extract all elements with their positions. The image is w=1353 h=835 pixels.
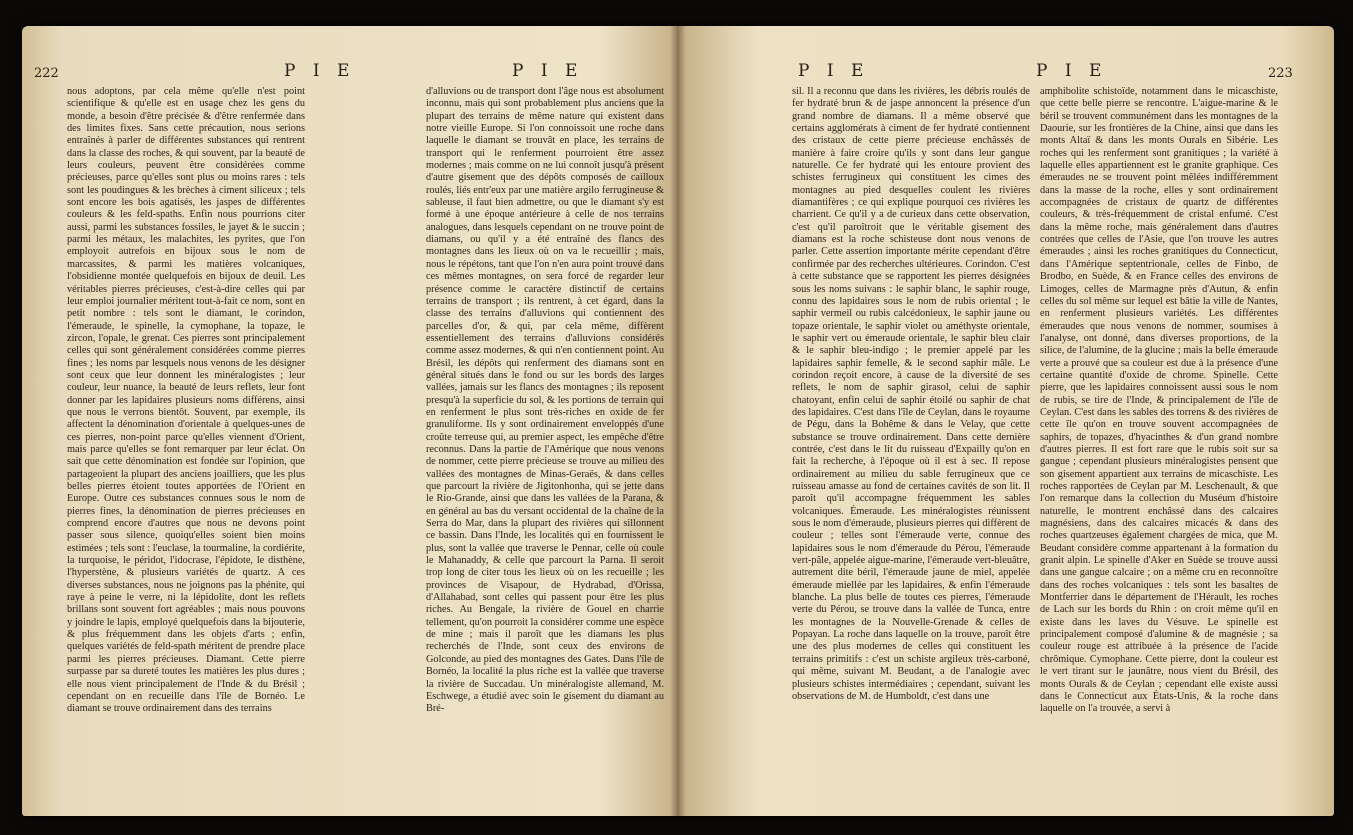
text-column-1: sil. Il a reconnu que dans les rivières, les débris roulés de fer hydraté brun & de jaspe annoncent la présence d'un grand nombre de diamans. Il a même observé que certains agglomérats à ciment de fer hydraté contiennent des cristaux de cette pierre précieuse enchâssés de manière à faire croire qu'ils y sont dans leur gangue naturelle. Ce fer hydraté qui les entoure provient des schistes ferrugineux qui constituent les cimes des montagnes au pied desquelles coulent les rivières diamantifères ; ce qui explique pourquoi ces rivières les charrient. Ce qu'il y a de curieux dans cette observation, c'est qu'il paroîtroit que le véritable gisement des diamans est la roche schisteuse dont nous venons de parler. Cette assertion importante mérite cependant d'être confirmée par des recherches ultérieures. Corindon. C'est à cette substance que se rapportent les pierres désignées sous les noms suivans : le saphir blanc, le saphir rouge, connu des lapidaires sous le nom de rubis oriental ; le saphir vermeil ou rubis calcédonieux, le saphir jaune ou topaze orientale, le saphir violet ou améthyste orientale, le saphir vert ou émeraude orientale, le saphir bleu clair & le saphir bleu-indigo ; le premier appelé par les lapidaires saphir femelle, & le second saphir mâle. Le corindon reçoit encore, à cause de la diversité de ses reflets, le nom de saphir girasol, celui de saphir chatoyant, enfin celui de saphir étoilé ou saphir de chat des lapidaires. C'est dans l'île de Ceylan, dans le royaume de Pégu, dans la Bohême & dans le Velay, que cette substance se trouve ordinairement. Dans cette dernière contrée, c'est dans le lit du ruisseau d'Expailly qu'on en fait la recherche, à l'époque où il est à sec. Il repose ordinairement au milieu du sable ferrugineux que ce ruisseau amasse au fond de certaines cavités de son lit. Il paroît qu'il accompagne fréquemment les sables volcaniques. Émeraude. Les minéralogistes réunissent sous le nom d'émeraude, plusieurs pierres qui diffèrent de couleur ; telles sont l'émeraude verte, connue des lapidaires sous le nom d'émeraude du Pérou, l'émeraude vert-pâle, appelée aigue-marine, l'émeraude vert-bleuâtre, autrement dite béril, l'émeraude jaune de miel, appelée émeraude miellée par les lapidaires, & enfin l'émeraude blanche. La plus belle de toutes ces pierres, l'émeraude verte du Pérou, se trouve dans la vallée de Tunca, entre les montagnes de la Nouvelle-Grenade & celles de Popayan. La roche dans laquelle on la trouve, paroît être une des plus modernes de celles qui constituent les terrains primitifs : c'est un schiste argileux très-carboné, qui même, suivant M. Beudant, a de l'analogie avec plusieurs schistes intermédiaires ; cependant, suivant les observations de M. de Humboldt, c'est dans une	[792, 86, 1030, 702]
left-page	[22, 26, 678, 816]
text-column-2: amphibolite schistoïde, notamment dans le micaschiste, que cette belle pierre se rencontre. L'aigue-marine & le béril se trouvent communément dans les montagnes de la Daourie, sur les frontières de la Chine, ainsi que dans les monts Altaï & dans les monts Ourals en Sibérie. Les roches qui les renferment sont granitiques ; la variété à laquelle elles appartiennent est le granite graphique. Ces émeraudes ne se trouvent point mêlées indifféremment dans la masse de la roche, elles y sont ordinairement accompagnées de cristaux de quartz de différentes couleurs, & très-fréquemment de cristal enfumé. C'est dans la même roche, mais généralement dans d'autres contrées que celles de l'Asie, que l'on trouve les autres émeraudes ; ainsi les roches granitiques du Connecticut, dans l'Amérique septentrionale, celles de Finbo, de Brodbo, en Suède, & en France celles des environs de Limoges, celles de Marmagne près d'Autun, & enfin celles du sol même sur lequel est bâtie la ville de Nantes, en renferment plusieurs variétés. Les différentes émeraudes que nous venons de nommer, soumises à l'analyse, ont donné, dans diverses proportions, de la silice, de l'alumine, de la glucine ; mais la belle émeraude verte a prouvé que sa couleur est due à la présence d'une certaine quantité d'oxide de chrome. Spinelle. Cette pierre, que les lapidaires connoissent aussi sous le nom de rubis, se tire de l'Inde, & principalement de l'île de Ceylan. C'est dans les sables des torrens & des rivières de cette île qu'on en trouve souvent accompagnées de saphirs, de topazes, d'hyacinthes & d'un grand nombre d'autres pierres. Il est fort rare que le rubis soit sur sa gangue ; cependant plusieurs minéralogistes pensent que son gisement appartient aux terrains de micaschiste. Les roches rapportées de Ceylan par M. Leschenault, & que l'on remarque dans la collection du Muséum d'histoire naturelle, le montrent enchâssé dans des calcaires magnésiens, dans des calcaires micacés & dans des roches quartzeuses également chargées de mica, que M. Beudant considère comme appartenant à la formation du granit alpin. Le spinelle d'Aker en Suède se trouve aussi dans une gangue calcaire ; on a même cru en reconnoître dans des roches volcaniques : tels sont les basaltes de Montferrier dans le département de l'Hérault, les roches de Lach sur les bords du Rhin : on croit même qu'il en existe dans les laves du Vésuve. Le spinelle est principalement composé d'alumine & de magnésie ; sa couleur rouge est attribuée à la présence de l'acide chrômique. Cymophane. Cette pierre, dont la couleur est le vert tirant sur le jaunâtre, nous vient du Brésil, des monts Ourals & de Ceylan ; cependant elle existe aussi dans le Connecticut aux États-Unis, & la roche dans laquelle on l'a trouvée, a servi à	[1040, 86, 1278, 715]
text-column-2: d'alluvions ou de transport dont l'âge nous est absolument inconnu, mais qui sont probablement plus anciens que la plupart des terrains de même nature qui existent dans notre vieille Europe. Si l'on connoissoit une roche dans laquelle le diamant se trouvât en place, les terrains de transport qui le renferment pourroient être assez modernes ; mais comme on ne lui connoît jusqu'à présent d'autre gisement que des dépôts composés de cailloux roulés, liés entr'eux par une matière argilo ferrugineuse & sableuse, il faut bien admettre, ou que le diamant s'y est formé à une époque antérieure à celle de nos terrains analogues, dans lesquels cependant on ne trouve point de diamans, ou qu'il y a été entraîné des flancs des montagnes dans les lieux où on va le recueillir ; mais, nous le répétons, tant que l'on n'en aura point trouvé dans ces mêmes montagnes, on sera forcé de regarder leur présence comme le caractère distinctif de certains terrains de transport ; ils rentrent, à cet égard, dans la classe des terrains d'alluvions qui contiennent des parcelles d'or, & qui, par cela même, diffèrent essentiellement des terrains d'alluvions considérés comme assez modernes, & qui n'en contiennent point. Au Brésil, les dépôts qui renferment des diamans sont en général situés dans le fond ou sur les bords des larges vallées, jamais sur les flancs des montagnes ; ils reposent presqu'à la superficie du sol, & les portions de terrain qui en renferment le plus sont très-riches en oxide de fer granuliforme. Ils y sont ordinairement enveloppés d'une croûte terreuse qui, au premier aspect, les empêche d'être reconnus. Dans la partie de l'Amérique que nous venons de nommer, cette pierre précieuse se trouve au milieu des vallées des montagnes de Minas-Geraës, & dans celles que parcourt la rivière de Jigitonhonha, qui se jette dans le Rio-Grande, ainsi que dans les vallées de la Parana, & en général au bas du versant occidental de la chaîne de la Serra do Mar, dans la plupart des rivières qui sillonnent ce bassin. Dans l'Inde, les localités qui en fournissent le plus, sont la vallée que traverse le Pennar, celle où coule le Mahanaddy, & celle que parcourt la Parna. Il seroit trop long de citer tous les lieux où on les recueille ; les provinces de Visapour, de Hydrabad, d'Orissa, d'Allahabad, sont celles qui passent pour être les plus riches. Au Bengale, la rivière de Gouel en charrie tellement, qu'on pourroit la considérer comme une espèce de mine ; mais il paroît que les diamans les plus recherchés de l'Inde, sont ceux des environs de Golconde, au pied des montagnes des Gates. Dans l'île de Bornéo, la localité la plus riche est la vallée que traverse la rivière de Succadau. Un minéralogiste allemand, M. Eschwege, a étudié avec soin le gisement du diamant au Bré-	[426, 86, 664, 715]
text-column-1: nous adoptons, par cela même qu'elle n'est point scientifique & qu'elle est en usage chez les gens du monde, a besoin d'être précisée & d'être renfermée dans des limites fixes. Sans cette précaution, nous serions entraînés à parler de différentes substances qui rentrent dans la classe des roches, & qui souvent, par la beauté de leurs couleurs, peuvent être considérées comme précieuses, parce qu'elles sont plus ou moins rares : tels sont les poudingues & les brèches à ciment siliceux ; tels sont encore les bois agatisés, les jaspes de différentes couleurs & les feld-spaths. Enfin nous pourrions citer aussi, parmi les substances fossiles, le jayet & le succin ; parmi les métaux, les malachites, les pyrites, que l'on employoit autrefois en bijoux sous le nom de marcassites, & parmi les matières volcaniques, l'obsidienne montée quelquefois en bijoux de deuil. Les véritables pierres précieuses, c'est-à-dire celles qui par leur emploi journalier méritent tout-à-fait ce nom, sont en petit nombre : tels sont le diamant, le corindon, l'émeraude, le spinelle, la cymophane, la topaze, le zircon, l'opale, le grenat. Ces pierres sont principalement celles qui sont généralement considérées comme pierres fines ; les noms par lesquels nous venons de les désigner sont ceux que leur donnent les minéralogistes ; leur couleur, leur nuance, la beauté de leurs reflets, leur font donner par les lapidaires plusieurs noms différens, ainsi que nous le verrons bientôt. Souvent, par exemple, ils affectent la dénomination d'orientale à quelques-unes de ces pierres, non-point parce qu'elles viennent d'Orient, mais parce qu'elles se font remarquer par leur éclat. On sait que cette dénomination est fondée sur l'opinion, que partageoient la plupart des anciens joailliers, que les plus belles pierres étoient toutes apportées de l'Orient en Europe. Outre ces substances connues sous le nom de pierres fines, la dénomination de pierres précieuses en comprend encore d'autres que nous ne devons point passer sous silence, quoiqu'elles soient bien moins estimées ; tels sont : l'euclase, la tourmaline, la cordiérite, la turquoise, le péridot, l'idocrase, l'épidote, le disthène, l'hyperstène, & plusieurs variétés de quartz. A ces diverses substances, nous ne joignons pas la phénite, qui raye à peine le verre, ni la lépidolite, dont les reflets brillans sont souvent fort agréables ; mais nous pouvons y joindre le lapis, employé quelquefois dans la bijouterie, & plus fréquemment dans les objets d'arts ; enfin, quelques variétés de feld-spath méritent de prendre place parmi les pierres précieuses. Diamant. Cette pierre surpasse par sa dureté toutes les matières les plus dures ; elle nous vient principalement de l'Inde & du Brésil ; cependant on en recueille dans l'île de Bornéo. Le diamant se trouve ordinairement dans des terrains	[67, 86, 305, 715]
running-head-right: P I E	[512, 61, 584, 81]
book-spread	[22, 26, 1334, 816]
right-page	[678, 26, 1334, 816]
running-head-left: P I E	[798, 61, 870, 81]
page-number: 223	[1268, 66, 1293, 81]
running-head-right: P I E	[1036, 61, 1108, 81]
page-number: 222	[34, 66, 59, 81]
running-head-left: P I E	[284, 61, 356, 81]
